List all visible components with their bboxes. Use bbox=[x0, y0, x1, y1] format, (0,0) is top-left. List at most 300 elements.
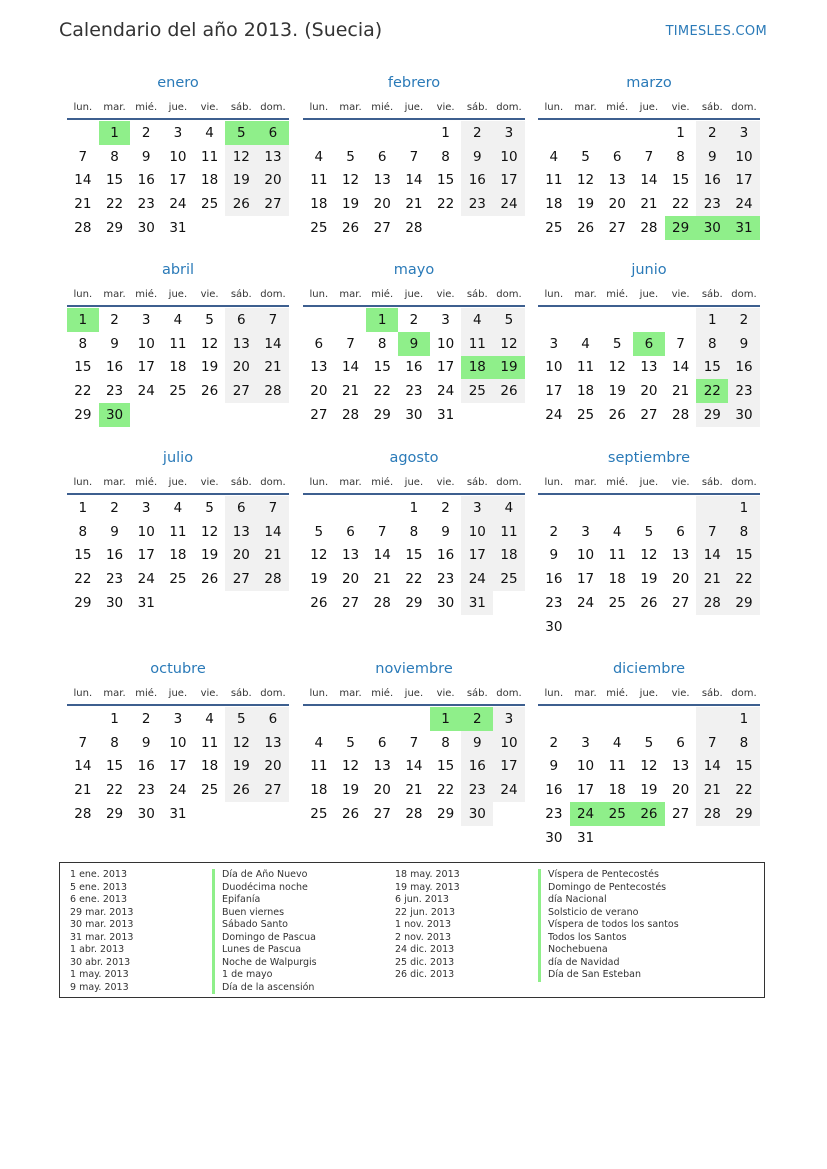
day-cell[interactable]: 5 bbox=[314, 523, 324, 540]
day-cell[interactable]: 22 bbox=[437, 196, 455, 213]
day-cell[interactable]: 24 bbox=[576, 595, 595, 612]
day-cell[interactable]: 8 bbox=[441, 148, 450, 165]
day-cell[interactable]: 14 bbox=[74, 758, 92, 775]
day-cell[interactable]: 15 bbox=[405, 547, 423, 564]
day-cell[interactable]: 15 bbox=[373, 359, 391, 376]
day-cell[interactable]: 1 bbox=[676, 124, 685, 141]
day-cell[interactable]: 17 bbox=[493, 755, 525, 779]
day-cell[interactable]: 12 bbox=[201, 523, 219, 540]
day-cell[interactable]: 17 bbox=[545, 383, 563, 400]
day-cell[interactable]: 30 bbox=[137, 220, 155, 237]
day-cell[interactable]: 29 bbox=[665, 216, 697, 240]
day-cell[interactable]: 1 bbox=[430, 707, 462, 731]
day-cell[interactable]: 2 bbox=[141, 124, 151, 141]
day-cell[interactable]: 4 bbox=[314, 148, 324, 165]
day-cell[interactable]: 9 bbox=[549, 547, 559, 564]
day-cell[interactable]: 27 bbox=[257, 778, 289, 802]
day-cell[interactable]: 24 bbox=[169, 196, 187, 213]
day-cell[interactable]: 9 bbox=[461, 731, 493, 755]
day-cell[interactable]: 25 bbox=[601, 802, 633, 826]
day-cell[interactable]: 8 bbox=[78, 523, 88, 540]
day-cell[interactable]: 1 bbox=[67, 308, 99, 332]
day-cell[interactable]: 9 bbox=[141, 734, 151, 751]
day-cell[interactable]: 27 bbox=[672, 595, 690, 612]
day-cell[interactable]: 20 bbox=[257, 169, 289, 193]
day-cell[interactable]: 29 bbox=[373, 407, 391, 424]
day-cell[interactable]: 28 bbox=[341, 407, 360, 424]
day-cell[interactable]: 28 bbox=[373, 595, 391, 612]
day-cell[interactable]: 11 bbox=[310, 758, 328, 775]
day-cell[interactable]: 5 bbox=[205, 311, 214, 328]
day-cell[interactable]: 14 bbox=[696, 755, 728, 779]
day-cell[interactable]: 16 bbox=[728, 356, 760, 380]
day-cell[interactable]: 17 bbox=[576, 571, 595, 588]
day-cell[interactable]: 21 bbox=[696, 567, 728, 591]
day-cell[interactable]: 8 bbox=[441, 734, 450, 751]
day-cell[interactable]: 18 bbox=[169, 359, 187, 376]
day-cell[interactable]: 5 bbox=[581, 148, 590, 165]
day-cell[interactable]: 10 bbox=[493, 145, 525, 169]
day-cell[interactable]: 26 bbox=[341, 806, 360, 823]
day-cell[interactable]: 10 bbox=[461, 520, 493, 544]
day-cell[interactable]: 3 bbox=[581, 523, 590, 540]
day-cell[interactable]: 4 bbox=[612, 734, 622, 751]
day-cell[interactable]: 5 bbox=[644, 523, 654, 540]
day-cell[interactable]: 1 bbox=[366, 308, 398, 332]
day-cell[interactable]: 21 bbox=[341, 383, 360, 400]
day-cell[interactable]: 1 bbox=[78, 499, 88, 516]
day-cell[interactable]: 15 bbox=[105, 758, 124, 775]
day-cell[interactable]: 28 bbox=[405, 806, 423, 823]
day-cell[interactable]: 26 bbox=[341, 220, 360, 237]
day-cell[interactable]: 4 bbox=[205, 710, 214, 727]
day-cell[interactable]: 16 bbox=[137, 172, 155, 189]
day-cell[interactable]: 10 bbox=[169, 148, 187, 165]
day-cell[interactable]: 6 bbox=[314, 335, 324, 352]
day-cell[interactable]: 26 bbox=[640, 595, 658, 612]
day-cell[interactable]: 16 bbox=[105, 359, 124, 376]
day-cell[interactable]: 22 bbox=[437, 782, 455, 799]
day-cell[interactable]: 30 bbox=[99, 403, 131, 427]
day-cell[interactable]: 30 bbox=[728, 403, 760, 427]
day-cell[interactable]: 23 bbox=[405, 383, 423, 400]
day-cell[interactable]: 27 bbox=[257, 192, 289, 216]
day-cell[interactable]: 9 bbox=[110, 523, 119, 540]
day-cell[interactable]: 29 bbox=[728, 591, 760, 615]
day-cell[interactable]: 4 bbox=[461, 308, 493, 332]
day-cell[interactable]: 24 bbox=[570, 802, 602, 826]
day-cell[interactable]: 7 bbox=[346, 335, 355, 352]
day-cell[interactable]: 7 bbox=[409, 148, 419, 165]
day-cell[interactable]: 18 bbox=[608, 571, 626, 588]
day-cell[interactable]: 2 bbox=[141, 710, 151, 727]
day-cell[interactable]: 18 bbox=[169, 547, 187, 564]
day-cell[interactable]: 24 bbox=[169, 782, 187, 799]
day-cell[interactable]: 23 bbox=[728, 379, 760, 403]
day-cell[interactable]: 18 bbox=[461, 356, 493, 380]
day-cell[interactable]: 13 bbox=[310, 359, 328, 376]
day-cell[interactable]: 28 bbox=[74, 220, 92, 237]
day-cell[interactable]: 8 bbox=[696, 332, 728, 356]
day-cell[interactable]: 7 bbox=[696, 731, 728, 755]
day-cell[interactable]: 15 bbox=[437, 758, 455, 775]
day-cell[interactable]: 14 bbox=[74, 172, 92, 189]
day-cell[interactable]: 11 bbox=[201, 148, 219, 165]
day-cell[interactable]: 27 bbox=[640, 407, 658, 424]
day-cell[interactable]: 16 bbox=[437, 547, 455, 564]
day-cell[interactable]: 23 bbox=[461, 192, 493, 216]
day-cell[interactable]: 13 bbox=[257, 731, 289, 755]
day-cell[interactable]: 8 bbox=[728, 520, 760, 544]
day-cell[interactable]: 19 bbox=[201, 359, 219, 376]
day-cell[interactable]: 4 bbox=[493, 496, 525, 520]
day-cell[interactable]: 21 bbox=[640, 196, 658, 213]
day-cell[interactable]: 12 bbox=[493, 332, 525, 356]
day-cell[interactable]: 29 bbox=[405, 595, 423, 612]
day-cell[interactable]: 10 bbox=[137, 523, 155, 540]
day-cell[interactable]: 21 bbox=[257, 356, 289, 380]
day-cell[interactable]: 15 bbox=[728, 544, 760, 568]
day-cell[interactable]: 20 bbox=[373, 782, 391, 799]
day-cell[interactable]: 30 bbox=[461, 802, 493, 826]
day-cell[interactable]: 31 bbox=[461, 591, 493, 615]
day-cell[interactable]: 20 bbox=[257, 755, 289, 779]
day-cell[interactable]: 25 bbox=[461, 379, 493, 403]
day-cell[interactable]: 3 bbox=[493, 707, 525, 731]
day-cell[interactable]: 10 bbox=[576, 547, 595, 564]
day-cell[interactable]: 19 bbox=[493, 356, 525, 380]
day-cell[interactable]: 2 bbox=[110, 311, 119, 328]
day-cell[interactable]: 7 bbox=[377, 523, 387, 540]
day-cell[interactable]: 8 bbox=[676, 148, 685, 165]
day-cell[interactable]: 23 bbox=[545, 806, 563, 823]
day-cell[interactable]: 27 bbox=[373, 806, 391, 823]
day-cell[interactable]: 17 bbox=[437, 359, 455, 376]
day-cell[interactable]: 30 bbox=[137, 806, 155, 823]
day-cell[interactable]: 22 bbox=[373, 383, 391, 400]
day-cell[interactable]: 30 bbox=[105, 595, 124, 612]
day-cell[interactable]: 12 bbox=[608, 359, 626, 376]
day-cell[interactable]: 5 bbox=[205, 499, 214, 516]
day-cell[interactable]: 26 bbox=[633, 802, 665, 826]
day-cell[interactable]: 25 bbox=[201, 782, 219, 799]
day-cell[interactable]: 11 bbox=[461, 332, 493, 356]
day-cell[interactable]: 25 bbox=[201, 196, 219, 213]
day-cell[interactable]: 7 bbox=[78, 734, 88, 751]
day-cell[interactable]: 12 bbox=[640, 758, 658, 775]
day-cell[interactable]: 7 bbox=[644, 148, 654, 165]
day-cell[interactable]: 12 bbox=[225, 731, 257, 755]
day-cell[interactable]: 22 bbox=[728, 778, 760, 802]
day-cell[interactable]: 20 bbox=[640, 383, 658, 400]
day-cell[interactable]: 11 bbox=[169, 335, 187, 352]
day-cell[interactable]: 16 bbox=[105, 547, 124, 564]
day-cell[interactable]: 14 bbox=[405, 172, 423, 189]
day-cell[interactable]: 28 bbox=[257, 379, 289, 403]
day-cell[interactable]: 12 bbox=[341, 172, 360, 189]
day-cell[interactable]: 30 bbox=[405, 407, 423, 424]
day-cell[interactable]: 6 bbox=[257, 121, 289, 145]
day-cell[interactable]: 14 bbox=[640, 172, 658, 189]
day-cell[interactable]: 19 bbox=[225, 169, 257, 193]
day-cell[interactable]: 17 bbox=[461, 544, 493, 568]
day-cell[interactable]: 1 bbox=[696, 308, 728, 332]
day-cell[interactable]: 22 bbox=[74, 571, 92, 588]
day-cell[interactable]: 6 bbox=[225, 308, 257, 332]
day-cell[interactable]: 25 bbox=[493, 567, 525, 591]
day-cell[interactable]: 8 bbox=[377, 335, 387, 352]
day-cell[interactable]: 6 bbox=[346, 523, 355, 540]
day-cell[interactable]: 11 bbox=[493, 520, 525, 544]
day-cell[interactable]: 1 bbox=[441, 124, 450, 141]
day-cell[interactable]: 21 bbox=[373, 571, 391, 588]
day-cell[interactable]: 25 bbox=[545, 220, 563, 237]
day-cell[interactable]: 22 bbox=[405, 571, 423, 588]
day-cell[interactable]: 3 bbox=[581, 734, 590, 751]
day-cell[interactable]: 16 bbox=[461, 755, 493, 779]
day-cell[interactable]: 14 bbox=[341, 359, 360, 376]
day-cell[interactable]: 25 bbox=[310, 806, 328, 823]
day-cell[interactable]: 11 bbox=[201, 734, 219, 751]
day-cell[interactable]: 12 bbox=[310, 547, 328, 564]
day-cell[interactable]: 20 bbox=[341, 571, 360, 588]
day-cell[interactable]: 8 bbox=[409, 523, 419, 540]
day-cell[interactable]: 14 bbox=[373, 547, 391, 564]
day-cell[interactable]: 13 bbox=[640, 359, 658, 376]
day-cell[interactable]: 24 bbox=[461, 567, 493, 591]
day-cell[interactable]: 24 bbox=[545, 407, 563, 424]
day-cell[interactable]: 18 bbox=[201, 758, 219, 775]
day-cell[interactable]: 23 bbox=[137, 782, 155, 799]
day-cell[interactable]: 4 bbox=[173, 499, 183, 516]
day-cell[interactable]: 3 bbox=[141, 311, 151, 328]
day-cell[interactable]: 18 bbox=[493, 544, 525, 568]
day-cell[interactable]: 19 bbox=[201, 547, 219, 564]
day-cell[interactable]: 26 bbox=[201, 571, 219, 588]
day-cell[interactable]: 15 bbox=[74, 359, 92, 376]
day-cell[interactable]: 16 bbox=[545, 571, 563, 588]
day-cell[interactable]: 24 bbox=[728, 192, 760, 216]
day-cell[interactable]: 10 bbox=[169, 734, 187, 751]
day-cell[interactable]: 19 bbox=[310, 571, 328, 588]
day-cell[interactable]: 30 bbox=[545, 618, 563, 635]
day-cell[interactable]: 21 bbox=[672, 383, 690, 400]
day-cell[interactable]: 18 bbox=[310, 196, 328, 213]
brand-logo[interactable]: TIMESLES.COM bbox=[665, 24, 767, 39]
day-cell[interactable]: 23 bbox=[137, 196, 155, 213]
day-cell[interactable]: 14 bbox=[696, 544, 728, 568]
day-cell[interactable]: 25 bbox=[310, 220, 328, 237]
day-cell[interactable]: 30 bbox=[545, 829, 563, 846]
day-cell[interactable]: 12 bbox=[341, 758, 360, 775]
day-cell[interactable]: 27 bbox=[373, 220, 391, 237]
day-cell[interactable]: 13 bbox=[373, 758, 391, 775]
day-cell[interactable]: 24 bbox=[137, 571, 155, 588]
day-cell[interactable]: 11 bbox=[169, 523, 187, 540]
day-cell[interactable]: 18 bbox=[310, 782, 328, 799]
day-cell[interactable]: 29 bbox=[105, 220, 124, 237]
day-cell[interactable]: 3 bbox=[728, 121, 760, 145]
day-cell[interactable]: 10 bbox=[728, 145, 760, 169]
day-cell[interactable]: 2 bbox=[461, 121, 493, 145]
day-cell[interactable]: 29 bbox=[437, 806, 455, 823]
day-cell[interactable]: 17 bbox=[493, 169, 525, 193]
day-cell[interactable]: 6 bbox=[225, 496, 257, 520]
day-cell[interactable]: 3 bbox=[461, 496, 493, 520]
day-cell[interactable]: 2 bbox=[409, 311, 419, 328]
day-cell[interactable]: 7 bbox=[257, 308, 289, 332]
day-cell[interactable]: 26 bbox=[225, 778, 257, 802]
day-cell[interactable]: 11 bbox=[310, 172, 328, 189]
day-cell[interactable]: 14 bbox=[672, 359, 690, 376]
day-cell[interactable]: 21 bbox=[74, 196, 92, 213]
day-cell[interactable]: 4 bbox=[549, 148, 559, 165]
day-cell[interactable]: 16 bbox=[461, 169, 493, 193]
day-cell[interactable]: 20 bbox=[608, 196, 626, 213]
day-cell[interactable]: 29 bbox=[696, 403, 728, 427]
day-cell[interactable]: 19 bbox=[225, 755, 257, 779]
day-cell[interactable]: 23 bbox=[545, 595, 563, 612]
day-cell[interactable]: 12 bbox=[640, 547, 658, 564]
day-cell[interactable]: 26 bbox=[201, 383, 219, 400]
day-cell[interactable]: 7 bbox=[696, 520, 728, 544]
day-cell[interactable]: 28 bbox=[257, 567, 289, 591]
day-cell[interactable]: 31 bbox=[728, 216, 760, 240]
day-cell[interactable]: 3 bbox=[441, 311, 450, 328]
day-cell[interactable]: 17 bbox=[137, 547, 155, 564]
day-cell[interactable]: 19 bbox=[640, 782, 658, 799]
day-cell[interactable]: 7 bbox=[78, 148, 88, 165]
day-cell[interactable]: 20 bbox=[672, 782, 690, 799]
day-cell[interactable]: 14 bbox=[257, 332, 289, 356]
day-cell[interactable]: 19 bbox=[608, 383, 626, 400]
day-cell[interactable]: 13 bbox=[373, 172, 391, 189]
day-cell[interactable]: 16 bbox=[696, 169, 728, 193]
day-cell[interactable]: 28 bbox=[696, 591, 728, 615]
day-cell[interactable]: 2 bbox=[549, 523, 559, 540]
day-cell[interactable]: 3 bbox=[173, 124, 183, 141]
day-cell[interactable]: 16 bbox=[545, 782, 563, 799]
day-cell[interactable]: 27 bbox=[225, 567, 257, 591]
day-cell[interactable]: 23 bbox=[105, 383, 124, 400]
day-cell[interactable]: 26 bbox=[310, 595, 328, 612]
day-cell[interactable]: 22 bbox=[74, 383, 92, 400]
day-cell[interactable]: 22 bbox=[672, 196, 690, 213]
day-cell[interactable]: 11 bbox=[608, 547, 626, 564]
day-cell[interactable]: 28 bbox=[672, 407, 690, 424]
day-cell[interactable]: 29 bbox=[728, 802, 760, 826]
day-cell[interactable]: 1 bbox=[99, 121, 131, 145]
day-cell[interactable]: 19 bbox=[640, 571, 658, 588]
day-cell[interactable]: 12 bbox=[201, 335, 219, 352]
day-cell[interactable]: 2 bbox=[441, 499, 450, 516]
day-cell[interactable]: 10 bbox=[493, 731, 525, 755]
day-cell[interactable]: 28 bbox=[74, 806, 92, 823]
day-cell[interactable]: 4 bbox=[173, 311, 183, 328]
day-cell[interactable]: 14 bbox=[257, 520, 289, 544]
day-cell[interactable]: 29 bbox=[74, 407, 92, 424]
day-cell[interactable]: 18 bbox=[545, 196, 563, 213]
day-cell[interactable]: 12 bbox=[225, 145, 257, 169]
day-cell[interactable]: 4 bbox=[314, 734, 324, 751]
day-cell[interactable]: 19 bbox=[341, 196, 360, 213]
day-cell[interactable]: 10 bbox=[576, 758, 595, 775]
day-cell[interactable]: 2 bbox=[461, 707, 493, 731]
day-cell[interactable]: 31 bbox=[437, 407, 455, 424]
day-cell[interactable]: 17 bbox=[169, 758, 187, 775]
day-cell[interactable]: 16 bbox=[137, 758, 155, 775]
day-cell[interactable]: 15 bbox=[437, 172, 455, 189]
day-cell[interactable]: 1 bbox=[728, 707, 760, 731]
day-cell[interactable]: 21 bbox=[405, 196, 423, 213]
day-cell[interactable]: 25 bbox=[169, 571, 187, 588]
day-cell[interactable]: 15 bbox=[672, 172, 690, 189]
day-cell[interactable]: 16 bbox=[405, 359, 423, 376]
day-cell[interactable]: 31 bbox=[137, 595, 155, 612]
day-cell[interactable]: 3 bbox=[141, 499, 151, 516]
day-cell[interactable]: 18 bbox=[201, 172, 219, 189]
day-cell[interactable]: 23 bbox=[437, 571, 455, 588]
day-cell[interactable]: 15 bbox=[74, 547, 92, 564]
day-cell[interactable]: 21 bbox=[257, 544, 289, 568]
day-cell[interactable]: 26 bbox=[576, 220, 595, 237]
day-cell[interactable]: 26 bbox=[493, 379, 525, 403]
day-cell[interactable]: 2 bbox=[696, 121, 728, 145]
day-cell[interactable]: 18 bbox=[576, 383, 595, 400]
day-cell[interactable]: 9 bbox=[441, 523, 450, 540]
day-cell[interactable]: 7 bbox=[409, 734, 419, 751]
day-cell[interactable]: 15 bbox=[696, 356, 728, 380]
day-cell[interactable]: 30 bbox=[437, 595, 455, 612]
day-cell[interactable]: 13 bbox=[225, 332, 257, 356]
day-cell[interactable]: 9 bbox=[728, 332, 760, 356]
day-cell[interactable]: 18 bbox=[608, 782, 626, 799]
day-cell[interactable]: 6 bbox=[257, 707, 289, 731]
day-cell[interactable]: 21 bbox=[696, 778, 728, 802]
day-cell[interactable]: 5 bbox=[346, 148, 355, 165]
day-cell[interactable]: 1 bbox=[110, 710, 119, 727]
day-cell[interactable]: 6 bbox=[612, 148, 622, 165]
day-cell[interactable]: 3 bbox=[173, 710, 183, 727]
day-cell[interactable]: 17 bbox=[169, 172, 187, 189]
day-cell[interactable]: 29 bbox=[105, 806, 124, 823]
day-cell[interactable]: 6 bbox=[676, 734, 685, 751]
day-cell[interactable]: 9 bbox=[110, 335, 119, 352]
day-cell[interactable]: 11 bbox=[576, 359, 595, 376]
day-cell[interactable]: 21 bbox=[74, 782, 92, 799]
day-cell[interactable]: 10 bbox=[437, 335, 455, 352]
day-cell[interactable]: 26 bbox=[225, 192, 257, 216]
day-cell[interactable]: 5 bbox=[644, 734, 654, 751]
day-cell[interactable]: 20 bbox=[310, 383, 328, 400]
day-cell[interactable]: 3 bbox=[493, 121, 525, 145]
day-cell[interactable]: 28 bbox=[405, 220, 423, 237]
day-cell[interactable]: 13 bbox=[341, 547, 360, 564]
day-cell[interactable]: 7 bbox=[257, 496, 289, 520]
day-cell[interactable]: 9 bbox=[696, 145, 728, 169]
day-cell[interactable]: 8 bbox=[110, 734, 119, 751]
day-cell[interactable]: 31 bbox=[169, 220, 187, 237]
day-cell[interactable]: 20 bbox=[225, 356, 257, 380]
day-cell[interactable]: 6 bbox=[377, 734, 387, 751]
day-cell[interactable]: 24 bbox=[137, 383, 155, 400]
day-cell[interactable]: 25 bbox=[169, 383, 187, 400]
day-cell[interactable]: 30 bbox=[696, 216, 728, 240]
day-cell[interactable]: 25 bbox=[608, 595, 626, 612]
day-cell[interactable]: 9 bbox=[461, 145, 493, 169]
day-cell[interactable]: 17 bbox=[137, 359, 155, 376]
day-cell[interactable]: 22 bbox=[728, 567, 760, 591]
